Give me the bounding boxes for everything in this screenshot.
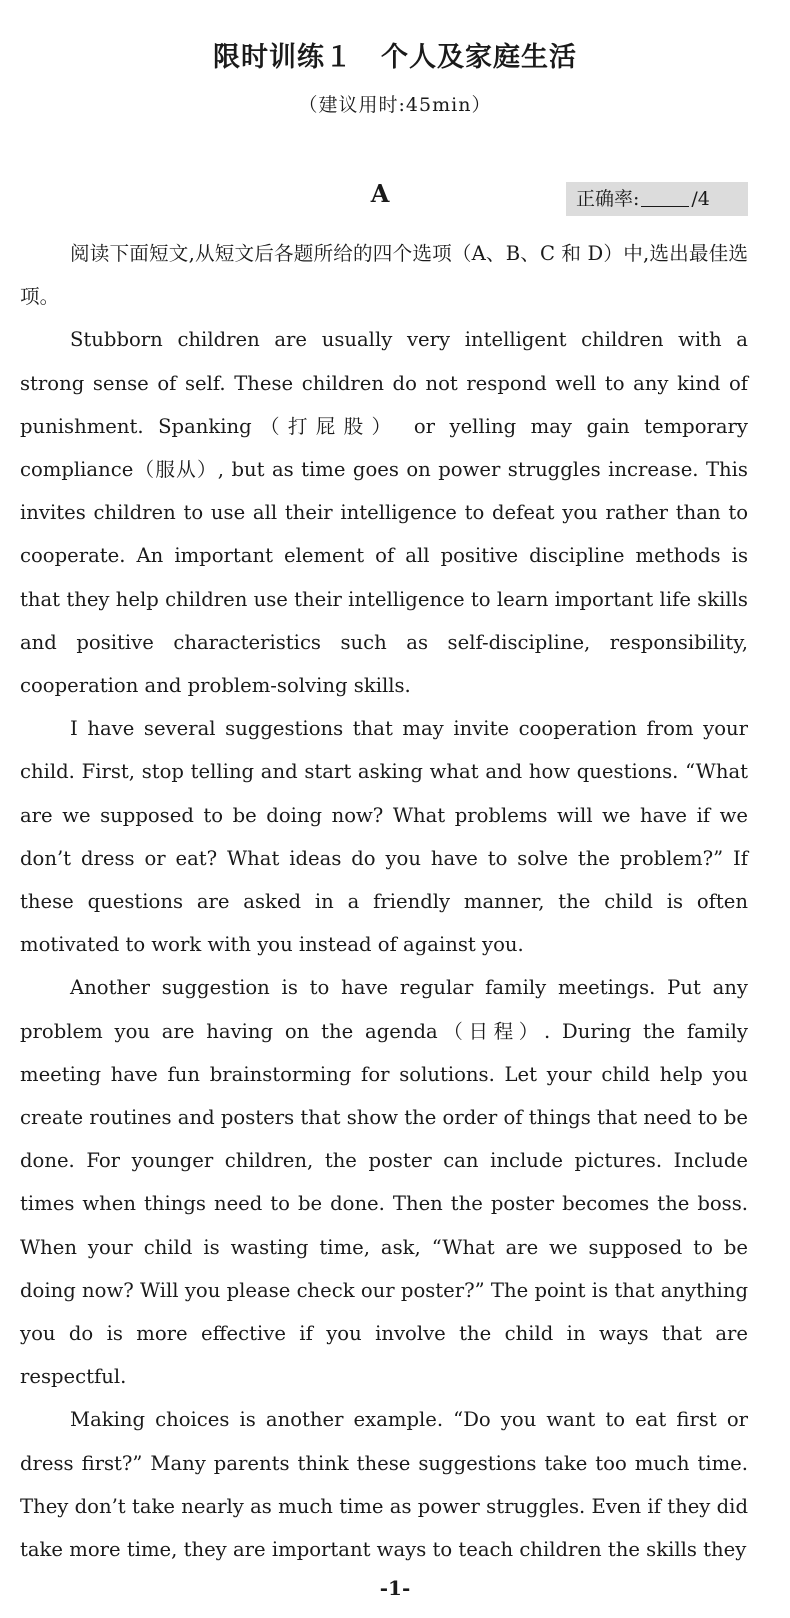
accuracy-box: [566, 182, 748, 216]
accuracy-blank[interactable]: [641, 186, 689, 207]
section-label: A: [370, 179, 390, 208]
accuracy-label: 正确率:: [576, 188, 640, 210]
passage-paragraph-1: Stubborn children are usually very intelligent children with a strong sense of self. These children do not respond well to any kind of punishment. Spanking（打屁股） or yelling may gain temporary compliance（服从）, but as time goes on power struggles increase. This invites children to use all their intelligence to defeat you rather than to cooperate. An important element of all positive discipline methods is that they help children use their intelligence to learn important life skills and positive characteristics such as self-discipline, responsibility, cooperation and problem-solving skills.: [20, 328, 748, 698]
page-title: 限时训练１ 个人及家庭生活: [213, 42, 577, 73]
passage-paragraph-2: I have several suggestions that may invite cooperation from your child. First, stop telling and start asking what and how questions. “What are we supposed to be doing now? What problems will we have if we don’t dress or eat? What ideas do you have to solve the problem?” If these questions are asked in a friendly manner, the child is often motivated to work with you instead of against you.: [20, 717, 748, 957]
passage-paragraph-4: Making choices is another example. “Do you want to eat first or dress first?” Many parents think these suggestions take too much time. They don’t take nearly as much time as power struggles. Even if they did take more time, they are important ways to teach children the skills they: [20, 1408, 748, 1562]
passage-paragraph-3: Another suggestion is to have regular family meetings. Put any problem you are having on the agenda（日程）. During the family meeting have fun brainstorming for solutions. Let your child help you create routines and posters that show the order of things that need to be done. For younger children, the poster can include pictures. Include times when things need to be done. Then the poster becomes the boss. When your child is wasting time, ask, “What are we supposed to be doing now? Will you please check our poster?” The point is that anything you do is more effective if you involve the child in ways that are respectful.: [20, 976, 748, 1389]
instruction-text: 阅读下面短文,从短文后各题所给的四个选项（A、B、C 和 D）中,选出最佳选项。: [20, 242, 748, 309]
page-number: -1-: [379, 1576, 411, 1600]
suggested-time: （建议用时:45min）: [298, 94, 492, 116]
passage: [20, 232, 748, 1571]
accuracy-total: /4: [691, 188, 710, 210]
